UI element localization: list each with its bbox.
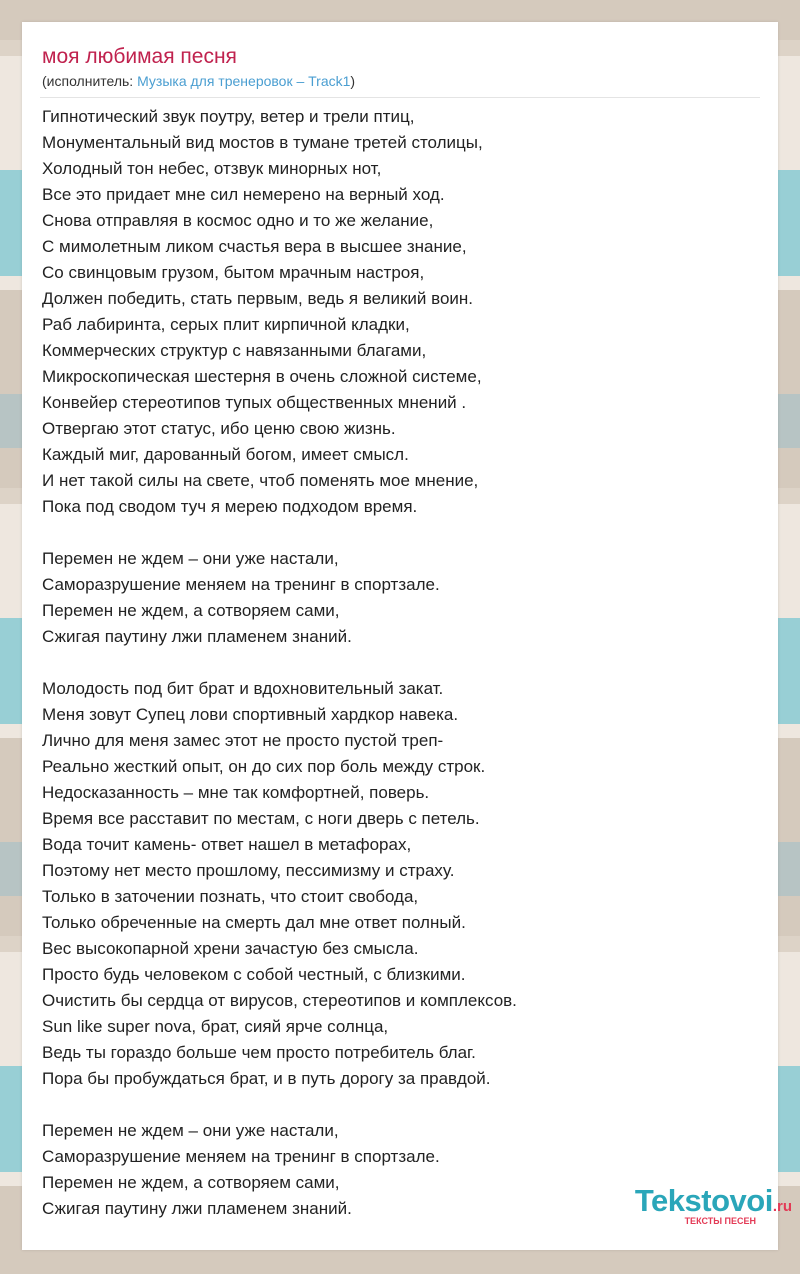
lyric-line: Время все расставит по местам, с ноги дверь с петель. [42, 809, 480, 828]
lyric-line: Перемен не ждем – они уже настали, [42, 1121, 339, 1140]
lyric-line: Только обреченные на смерть дал мне ответ полный. [42, 913, 466, 932]
lyrics-stanza [42, 676, 517, 1092]
lyric-line: Лично для меня замес этот не просто пустой треп- [42, 731, 444, 750]
artist-line [42, 72, 355, 90]
lyric-line: Саморазрушение меняем на тренинг в спортзале. [42, 575, 440, 594]
lyric-line: Коммерческих структур с навязанными благами, [42, 341, 427, 360]
lyric-line: Недосказанность – мне так комфортней, поверь. [42, 783, 430, 802]
song-title: моя любимая песня [42, 45, 237, 68]
lyric-line: Холодный тон небес, отзвук минорных нот, [42, 159, 382, 178]
lyric-line: Перемен не ждем – они уже настали, [42, 549, 339, 568]
lyric-line: Пока под сводом туч я мерею подходом время. [42, 497, 418, 516]
lyric-line: Вода точит камень- ответ нашел в метафорах, [42, 835, 412, 854]
lyric-line: Со свинцовым грузом, бытом мрачным настроя, [42, 263, 425, 282]
lyrics-card [22, 22, 778, 1250]
artist-prefix: (исполнитель: [42, 73, 138, 89]
lyric-line: Только в заточении познать, что стоит свобода, [42, 887, 419, 906]
artist-link[interactable]: Музыка для тренеровок – Track1 [137, 73, 351, 89]
lyric-line: Молодость под бит брат и вдохновительный закат. [42, 679, 444, 698]
header-divider [40, 97, 760, 98]
lyric-line: Вес высокопарной хрени зачастую без смысла. [42, 939, 419, 958]
site-logo[interactable] [634, 1183, 792, 1226]
lyric-line: Гипнотический звук поутру, ветер и трели птиц, [42, 107, 415, 126]
lyric-line: Поэтому нет место прошлому, пессимизму и страху. [42, 861, 455, 880]
lyric-line: Конвейер стереотипов тупых общественных мнений . [42, 393, 467, 412]
lyric-line: И нет такой силы на свете, чтоб поменять мое мнение, [42, 471, 479, 490]
lyric-line: Отвергаю этот статус, ибо ценю свою жизнь. [42, 419, 396, 438]
lyric-line: Раб лабиринта, серых плит кирпичной кладки, [42, 315, 410, 334]
lyric-line: Пора бы пробуждаться брат, и в путь дорогу за правдой. [42, 1069, 491, 1088]
lyric-line: Реально жесткий опыт, он до сих пор боль между строк. [42, 757, 486, 776]
lyric-line: Перемен не ждем, а сотворяем сами, [42, 1173, 340, 1192]
lyric-line: Микроскопическая шестерня в очень сложной системе, [42, 367, 482, 386]
artist-suffix: ) [350, 73, 356, 89]
lyric-line: Монументальный вид мостов в тумане третей столицы, [42, 133, 483, 152]
lyric-line: Просто будь человеком с собой честный, с близкими. [42, 965, 466, 984]
lyric-line: С мимолетным ликом счастья вера в высшее знание, [42, 237, 467, 256]
lyrics-body [42, 104, 517, 1248]
lyric-line: Саморазрушение меняем на тренинг в спортзале. [42, 1147, 440, 1166]
lyric-line: Sun like super nova, брат, сияй ярче солнца, [42, 1017, 389, 1036]
lyrics-stanza [42, 546, 517, 650]
lyric-line: Сжигая паутину лжи пламенем знаний. [42, 1199, 352, 1218]
lyric-line: Снова отправляя в космос одно и то же желание, [42, 211, 434, 230]
logo-tld: .ru [772, 1198, 792, 1215]
lyric-line: Перемен не ждем, а сотворяем сами, [42, 601, 340, 620]
lyric-line: Все это придает мне сил немерено на верный ход. [42, 185, 445, 204]
lyric-line: Каждый миг, дарованный богом, имеет смысл. [42, 445, 409, 464]
lyrics-stanza [42, 104, 517, 520]
lyric-line: Сжигая паутину лжи пламенем знаний. [42, 627, 352, 646]
lyric-line: Очистить бы сердца от вирусов, стереотипов и комплексов. [42, 991, 517, 1010]
logo-tagline: ТЕКСТЫ ПЕСЕН [684, 1216, 756, 1226]
lyric-line: Должен победить, стать первым, ведь я великий воин. [42, 289, 474, 308]
lyric-line: Меня зовут Супец лови спортивный хардкор навека. [42, 705, 459, 724]
logo-main-text: Tekstovoi [634, 1183, 773, 1218]
lyric-line: Ведь ты гораздо больше чем просто потребитель благ. [42, 1043, 476, 1062]
lyrics-stanza [42, 1118, 517, 1222]
